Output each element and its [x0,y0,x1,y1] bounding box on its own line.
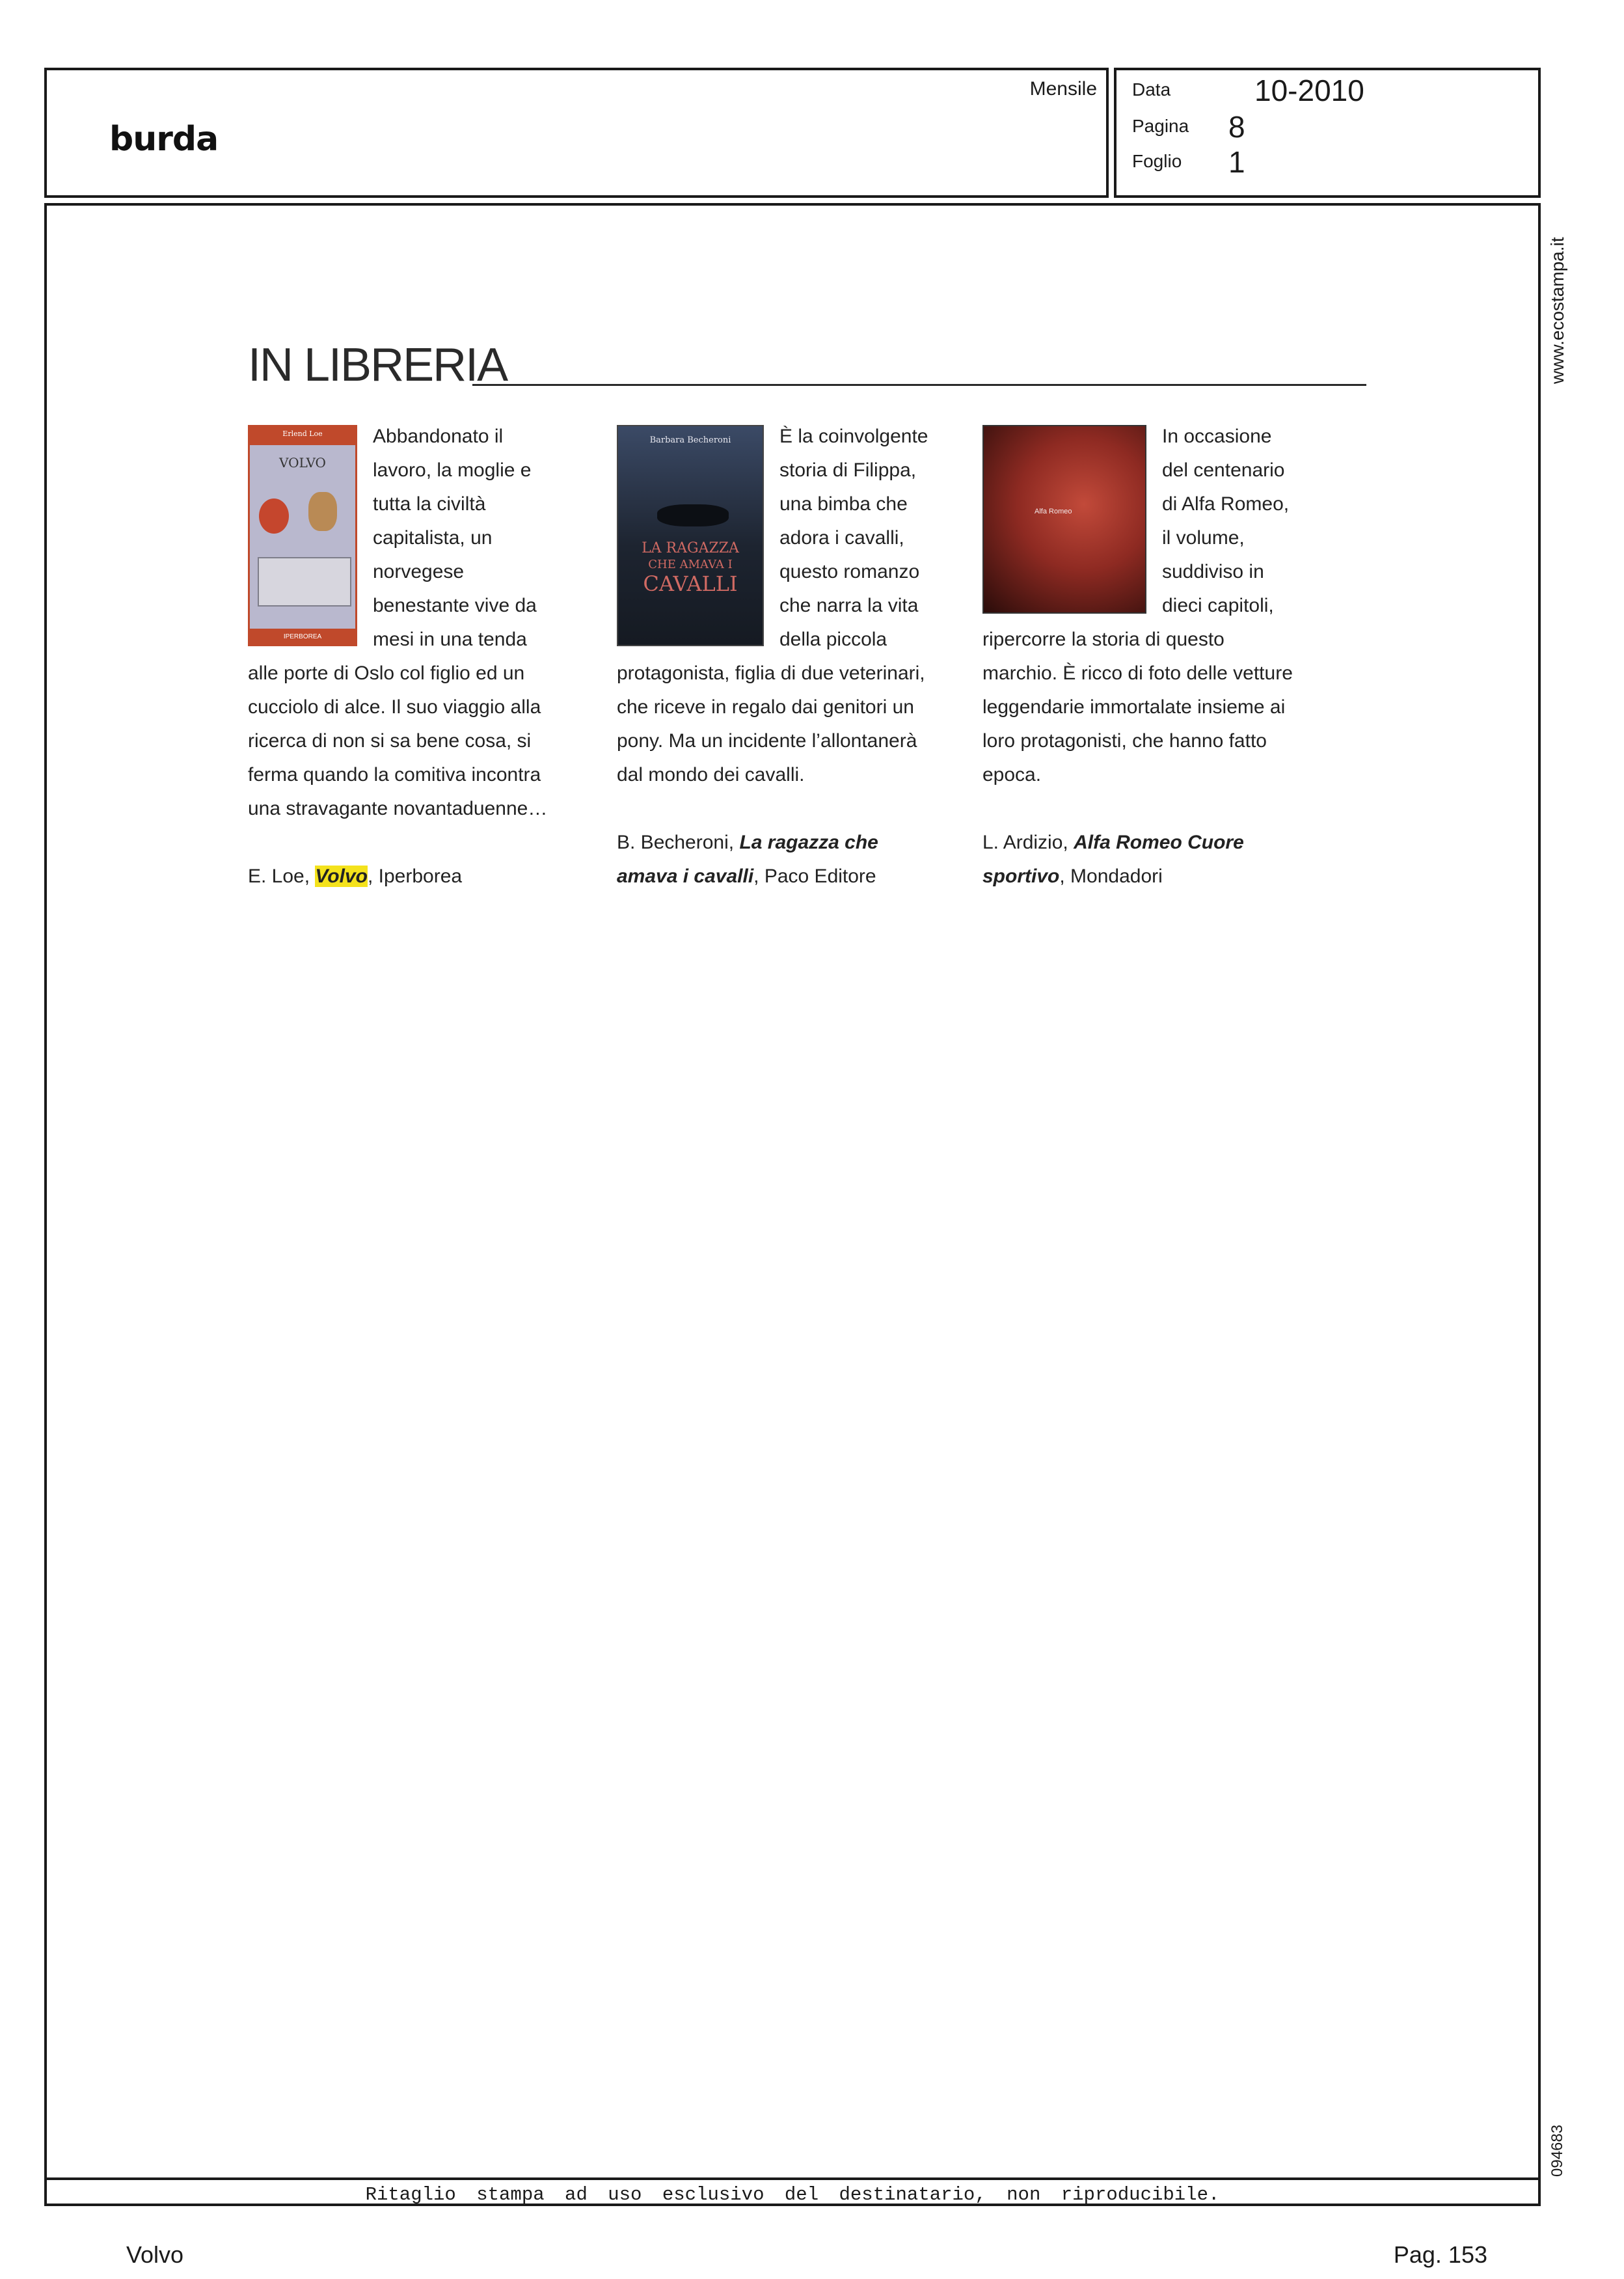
book-author: L. Ardizio, [982,832,1074,853]
cover-illustration-box [258,557,351,607]
page-value: 8 [1228,110,1245,144]
section-title: IN LIBRERIA [248,339,508,391]
book-credit [617,826,929,894]
cover-title: Alfa Romeo [1035,508,1072,515]
book-description: In occasione del centenario di Alfa Romeo, il volume, suddiviso in dieci capitoli, ripercorre la storia di questo marchio. È ricco di foto delle vetture leggendarie immortalate insieme ai loro protagonisti, che hanno fatto epoca. [982,426,1293,785]
page-label: Pagina [1132,116,1189,136]
book-description: Abbandonato il lavoro, la moglie e tutta la civiltà capitalista, un norvegese benestante vive da mesi in una tenda alle porte di Oslo col figlio ed un cucciolo di alce. Il suo viaggio alla ricerca di non si sa bene cosa, si ferma quando la comitiva incontra una stravagante novantaduenne… [248,426,548,819]
source-url: www.ecostampa.it [1547,237,1567,384]
book-review-alfa-romeo [982,420,1295,894]
book-publisher: , Iperborea [367,866,463,887]
cover-author: Barbara Becheroni [649,435,731,445]
header-publication-box [44,68,1109,198]
clipping-keyword: Volvo [126,2241,184,2268]
book-cover-cavalli [617,425,764,646]
book-description: È la coinvolgente storia di Filippa, una bimba che adora i cavalli, questo romanzo che narra la vita della piccola protagonista, figlia di due veterinari, che riceve in regalo dai genitori un pony. Ma un incidente l’allontanerà dal mondo dei cavalli. [617,426,928,785]
book-publisher: , Mondadori [1059,866,1163,887]
cover-horse-silhouette [657,504,729,526]
publication-logo: burda [109,120,219,159]
footer-notice: Ritaglio stampa ad uso esclusivo del destinatario, non riproducibile. [365,2184,1220,2205]
date-value: 10-2010 [1254,74,1364,107]
book-cover-alfa-romeo [982,425,1146,614]
book-title: Volvo [315,866,368,887]
page-number: Pag. 153 [1393,2241,1487,2268]
book-title: Alfa Romeo Cuore sportivo [982,832,1244,887]
book-review-volvo [248,420,560,894]
cover-title: VOLVO [279,455,326,471]
footer-divider [47,2177,1538,2180]
cover-figure-left [259,498,289,534]
book-author: B. Becheroni, [617,832,740,853]
cover-figure-right [308,492,337,531]
cover-title-line2: CHE AMAVA I [648,558,733,571]
title-rule [472,384,1366,386]
book-cover-volvo [248,425,357,646]
sheet-label: Foglio [1132,151,1182,171]
book-credit [248,860,560,894]
book-publisher: , Paco Editore [753,866,876,887]
book-credit [982,826,1295,894]
periodicity: Mensile [1029,78,1097,100]
sheet-value: 1 [1228,145,1245,179]
cover-imprint: IPERBOREA [283,633,322,640]
header-meta-box [1114,68,1541,198]
cover-author: Erlend Loe [282,430,323,438]
cover-title-line3: CAVALLI [643,571,738,596]
book-author: E. Loe, [248,866,316,887]
date-label: Data [1132,79,1171,100]
cover-title-line1: LA RAGAZZA [642,540,739,556]
book-title: La ragazza che amava i cavalli [617,832,878,887]
book-review-cavalli [617,420,929,894]
clipping-code: 094683 [1549,2124,1566,2177]
